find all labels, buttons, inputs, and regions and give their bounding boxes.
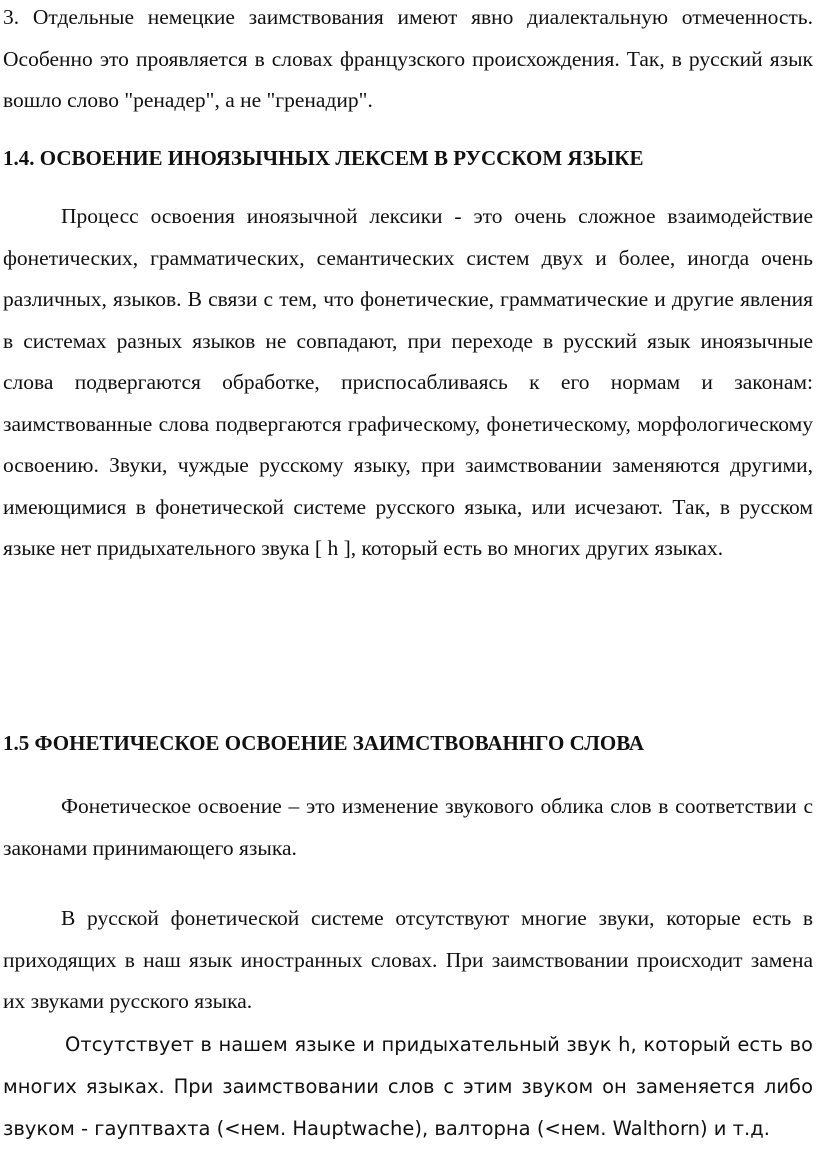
paragraph-phonetic-definition: Фонетическое освоение – это изменение звукового облика слов в соответствии с законами принимающего языка.	[3, 794, 813, 860]
heading-section-1-5: 1.5 ФОНЕТИЧЕСКОЕ ОСВОЕНИЕ ЗАИМСТВОВАННГО СЛОВА	[3, 731, 645, 755]
paragraph-sound-replacement: В русской фонетической системе отсутствуют многие звуки, которые есть в приходящих в наш язык иностранных словах. При заимствовании происходит замена их звуками русского языка.	[3, 906, 813, 1013]
paragraph-german-loanwords: 3. Отдельные немецкие заимствования имеют явно диалектальную отмеченность. Особенно это проявляется в словах французского происхождения. Так, в русский язык вошло слово "ренадер", а не "гренадир".	[3, 5, 813, 112]
paragraph-aspirated-sound: Отсутствует в нашем языке и придыхательный звук h, который есть во многих языках. При заимствовании слов с этим звуком он заменяется либо звуком - гауптвахта (<нем. Hauptwache), валторна (<нем. Walthorn) и т.д.	[3, 1033, 813, 1140]
heading-section-1-4: 1.4. ОСВОЕНИЕ ИНОЯЗЫЧНЫХ ЛЕКСЕМ В РУССКОМ ЯЗЫКЕ	[3, 146, 644, 170]
paragraph-assimilation-process: Процесс освоения иноязычной лексики - это очень сложное взаимодействие фонетических, грамматических, семантических систем двух и более, иногда очень различных, языков. В связи с тем, что фонетические, грамматические и другие явления в системах разных языков не совпадают, при переходе в русский язык иноязычные слова подвергаются обработке, приспосабливаясь к его нормам и законам: заимствованные слова подвергаются графическому, фонетическому, морфологическому освоению. Звуки, чуждые русскому языку, при заимствовании заменяются другими, имеющимися в фонетической системе русского языка, или исчезают. Так, в русском языке нет придыхательного звука [ h ], который есть во многих других языках.	[3, 204, 813, 560]
